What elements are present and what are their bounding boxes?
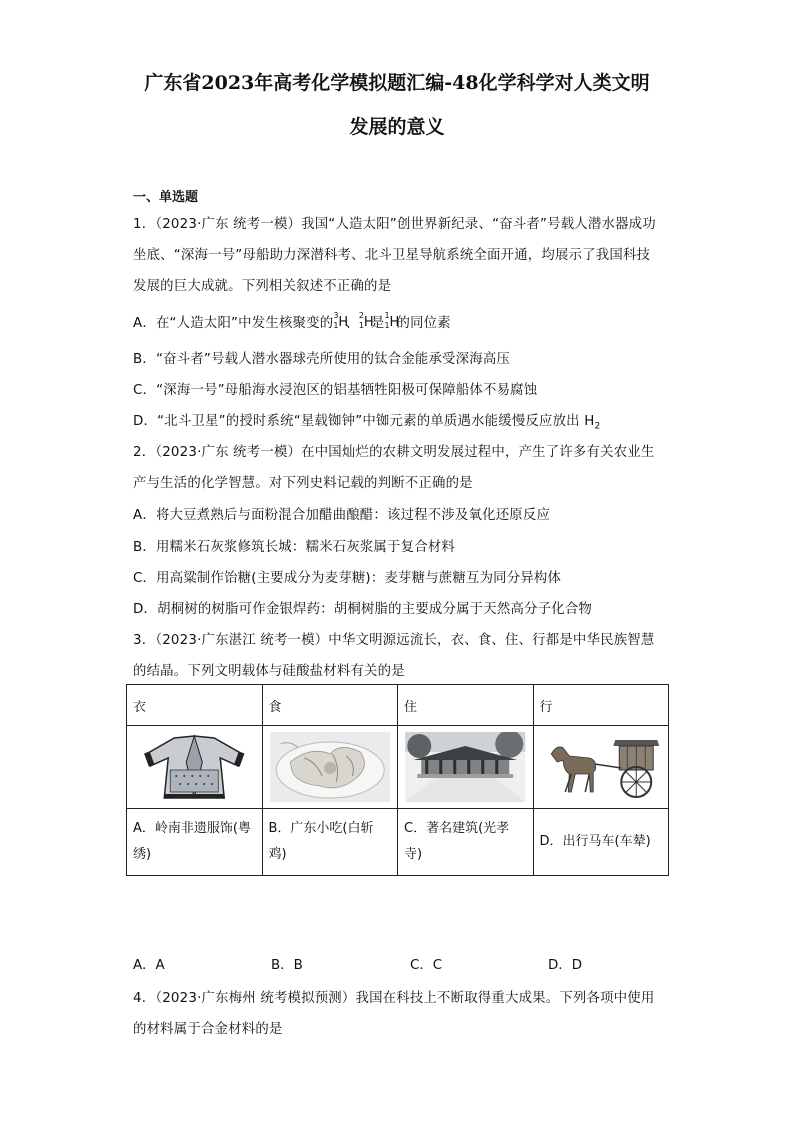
isotope-deuterium: 2 1 H bbox=[358, 311, 374, 330]
guangxiao-temple-image bbox=[402, 732, 529, 802]
q1-stem-line-3: 发展的巨大成就。下列相关叙述不正确的是 bbox=[133, 279, 392, 294]
q1-option-d[interactable]: D．“北斗卫星”的授时系统“星载铷钟”中铷元素的单质遇水能缓慢反应放出 $H_2$ bbox=[133, 414, 601, 432]
q3-answer-a[interactable]: A．A bbox=[133, 958, 165, 973]
q3-answer-c[interactable]: C．C bbox=[410, 958, 443, 973]
q1-option-c[interactable]: C．“深海一号”母船海水浸泡区的铝基牺牲阳极可保障船体不易腐蚀 bbox=[133, 383, 538, 398]
q3-image-cell-b bbox=[262, 726, 398, 809]
q1-stem-line-1: 1．（2023·广东 统考一模）我国“人造太阳”创世界新纪录、“奋斗者”号载人潜水器成功 bbox=[133, 217, 656, 232]
q2-option-b[interactable]: B．用糯米石灰浆修筑长城：糯米石灰浆属于复合材料 bbox=[133, 540, 455, 555]
q3-table bbox=[126, 684, 669, 876]
q1-option-a-text: A．在“人造太阳”中发生核聚变的 bbox=[133, 316, 334, 331]
q3-caption-b: B．广东小吃(白斩鸡) bbox=[262, 809, 398, 876]
q2-option-a[interactable]: A．将大豆煮熟后与面粉混合加醋曲酿醋：该过程不涉及氧化还原反应 bbox=[133, 508, 551, 523]
q3-header-clothing: 衣 bbox=[127, 685, 263, 726]
q3-image-cell-a bbox=[127, 726, 263, 809]
q3-image-cell-d bbox=[533, 726, 669, 809]
q3-stem-line-1: 3．（2023·广东湛江 统考一模）中华文明源远流长，衣、食、住、行都是中华民族智慧 bbox=[133, 633, 655, 648]
q1-option-b[interactable]: B．“奋斗者”号载人潜水器球壳所使用的钛合金能承受深海高压 bbox=[133, 352, 511, 367]
q3-header-housing: 住 bbox=[398, 685, 534, 726]
q3-caption-d: D．出行马车(车辇) bbox=[533, 809, 669, 876]
embroidered-robe-image bbox=[131, 732, 258, 802]
q1-stem-line-2: 坐底、“深海一号”母船助力深潜科考、北斗卫星导航系统全面开通，均展示了我国科技 bbox=[133, 248, 651, 263]
isotope-tritium: 3 1 H bbox=[333, 311, 349, 330]
q3-caption-a: A．岭南非遗服饰(粤绣) bbox=[127, 809, 263, 876]
white-cut-chicken-image bbox=[267, 732, 394, 802]
q3-stem-line-2: 的结晶。下列文明载体与硅酸盐材料有关的是 bbox=[133, 664, 405, 679]
q3-header-travel: 行 bbox=[533, 685, 669, 726]
q2-stem-line-1: 2．（2023·广东 统考一模）在中国灿烂的农耕文明发展过程中，产生了许多有关农业生 bbox=[133, 445, 655, 460]
q1-option-a[interactable]: A．在“人造太阳”中发生核聚变的 3 1 H 、 2 1 H 是 1 1 H 的同位素 bbox=[133, 311, 451, 331]
section-heading: 一、单选题 bbox=[133, 190, 199, 205]
q4-stem-line-2: 的材料属于合金材料的是 bbox=[133, 1022, 283, 1037]
document-title-line-1: 广东省2023年高考化学模拟题汇编-48化学科学对人类文明 bbox=[144, 72, 650, 94]
q3-answer-d[interactable]: D．D bbox=[548, 958, 583, 973]
q3-answer-b[interactable]: B．B bbox=[271, 958, 303, 973]
q4-stem-line-1: 4．（2023·广东梅州 统考模拟预测）我国在科技上不断取得重大成果。下列各项中使用 bbox=[133, 991, 655, 1006]
document-title-line-2: 发展的意义 bbox=[349, 116, 445, 138]
q3-image-cell-c bbox=[398, 726, 534, 809]
q2-stem-line-2: 产与生活的化学智慧。对下列史料记载的判断不正确的是 bbox=[133, 476, 473, 491]
q2-option-c[interactable]: C．用高粱制作饴糖(主要成分为麦芽糖)：麦芽糖与蔗糖互为同分异构体 bbox=[133, 571, 562, 586]
q3-header-food: 食 bbox=[262, 685, 398, 726]
q2-option-d[interactable]: D．胡桐树的树脂可作金银焊药：胡桐树脂的主要成分属于天然高分子化合物 bbox=[133, 602, 592, 617]
isotope-protium: 1 1 H bbox=[384, 311, 400, 330]
horse-carriage-image bbox=[538, 732, 665, 802]
q3-caption-c: C．著名建筑(光孝寺) bbox=[398, 809, 534, 876]
